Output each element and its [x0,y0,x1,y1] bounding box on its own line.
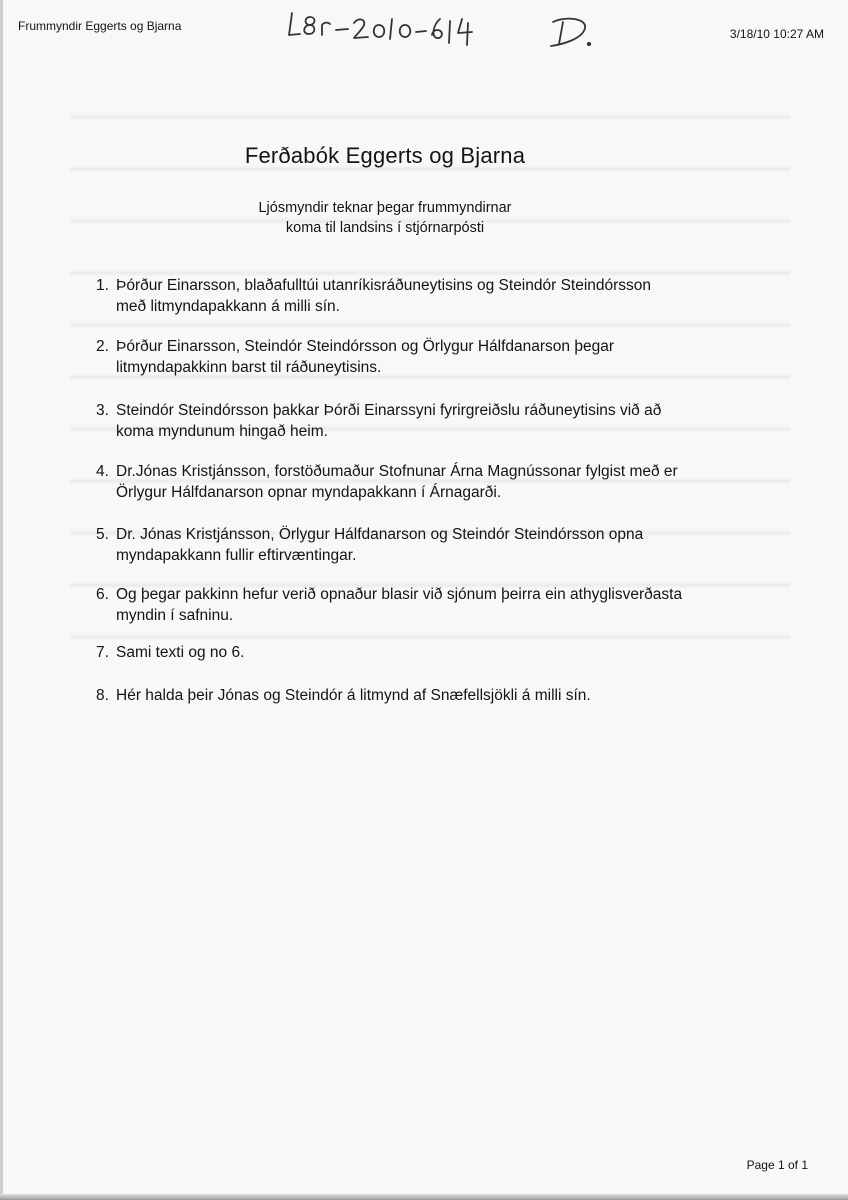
handwritten-mark [545,14,593,52]
item-line: Sami texti og no 6. [116,644,245,661]
item-number: 1. [96,277,109,294]
item-line: Þórður Einarsson, blaðafulltúi utanríkisráðuneytisins og Steindór Steindórsson [116,277,652,294]
document-subtitle [0,198,770,238]
handwritten-reference-code [286,5,476,51]
item-line: Hér halda þeir Jónas og Steindór á litmynd af Snæfellsjökli á milli sín. [116,687,591,704]
page-number: Page 1 of 1 [746,1158,808,1172]
item-line: litmyndapakkinn barst til ráðuneytisins. [116,359,382,376]
item-line: Örlygur Hálfdanarson opnar myndapakkann í Árnagarði. [116,484,502,501]
subtitle-line: koma til landsins í stjórnarpósti [285,220,485,236]
item-text [116,524,746,566]
header-document-label: Frummyndir Eggerts og Bjarna [18,19,182,33]
item-text [116,642,746,663]
item-line: Þórður Einarsson, Steindór Steindórsson og Örlygur Hálfdanarson þegar [116,338,614,355]
item-text [116,685,746,706]
item-line: Dr. Jónas Kristjánsson, Örlygur Hálfdanarson og Steindór Steindórsson opna [116,526,644,543]
scan-edge-bottom [0,1194,848,1200]
item-text [116,461,746,503]
item-text [116,275,746,317]
item-text [116,336,746,378]
item-line: Steindór Steindórsson þakkar Þórði Einarssyni fyrirgreiðslu ráðuneytisins við að [116,402,662,419]
item-number: 6. [96,586,109,603]
item-text [116,400,746,442]
item-line: Dr.Jónas Kristjánsson, forstöðumaður Stofnunar Árna Magnússonar fylgist með er [116,463,678,480]
item-line: myndapakkann fullir eftirvæntingar. [116,547,357,564]
scan-edge-left [0,0,3,1200]
item-number: 2. [96,338,109,355]
item-number: 4. [96,463,109,480]
item-number: 5. [96,526,109,543]
item-number: 8. [96,687,109,704]
item-line: Og þegar pakkinn hefur verið opnaður blasir við sjónum þeirra ein athyglisverðasta [116,586,683,603]
document-title: Ferðabók Eggerts og Bjarna [244,143,526,168]
item-text [116,584,746,626]
item-number: 7. [96,644,109,661]
print-timestamp: 3/18/10 10:27 AM [729,27,824,41]
item-number: 3. [96,402,109,419]
item-line: myndin í safninu. [116,607,234,624]
item-line: koma myndunum hingað heim. [116,423,328,440]
subtitle-line: Ljósmyndir teknar þegar frummyndirnar [258,200,512,216]
item-line: með litmyndapakkann á milli sín. [116,298,340,315]
